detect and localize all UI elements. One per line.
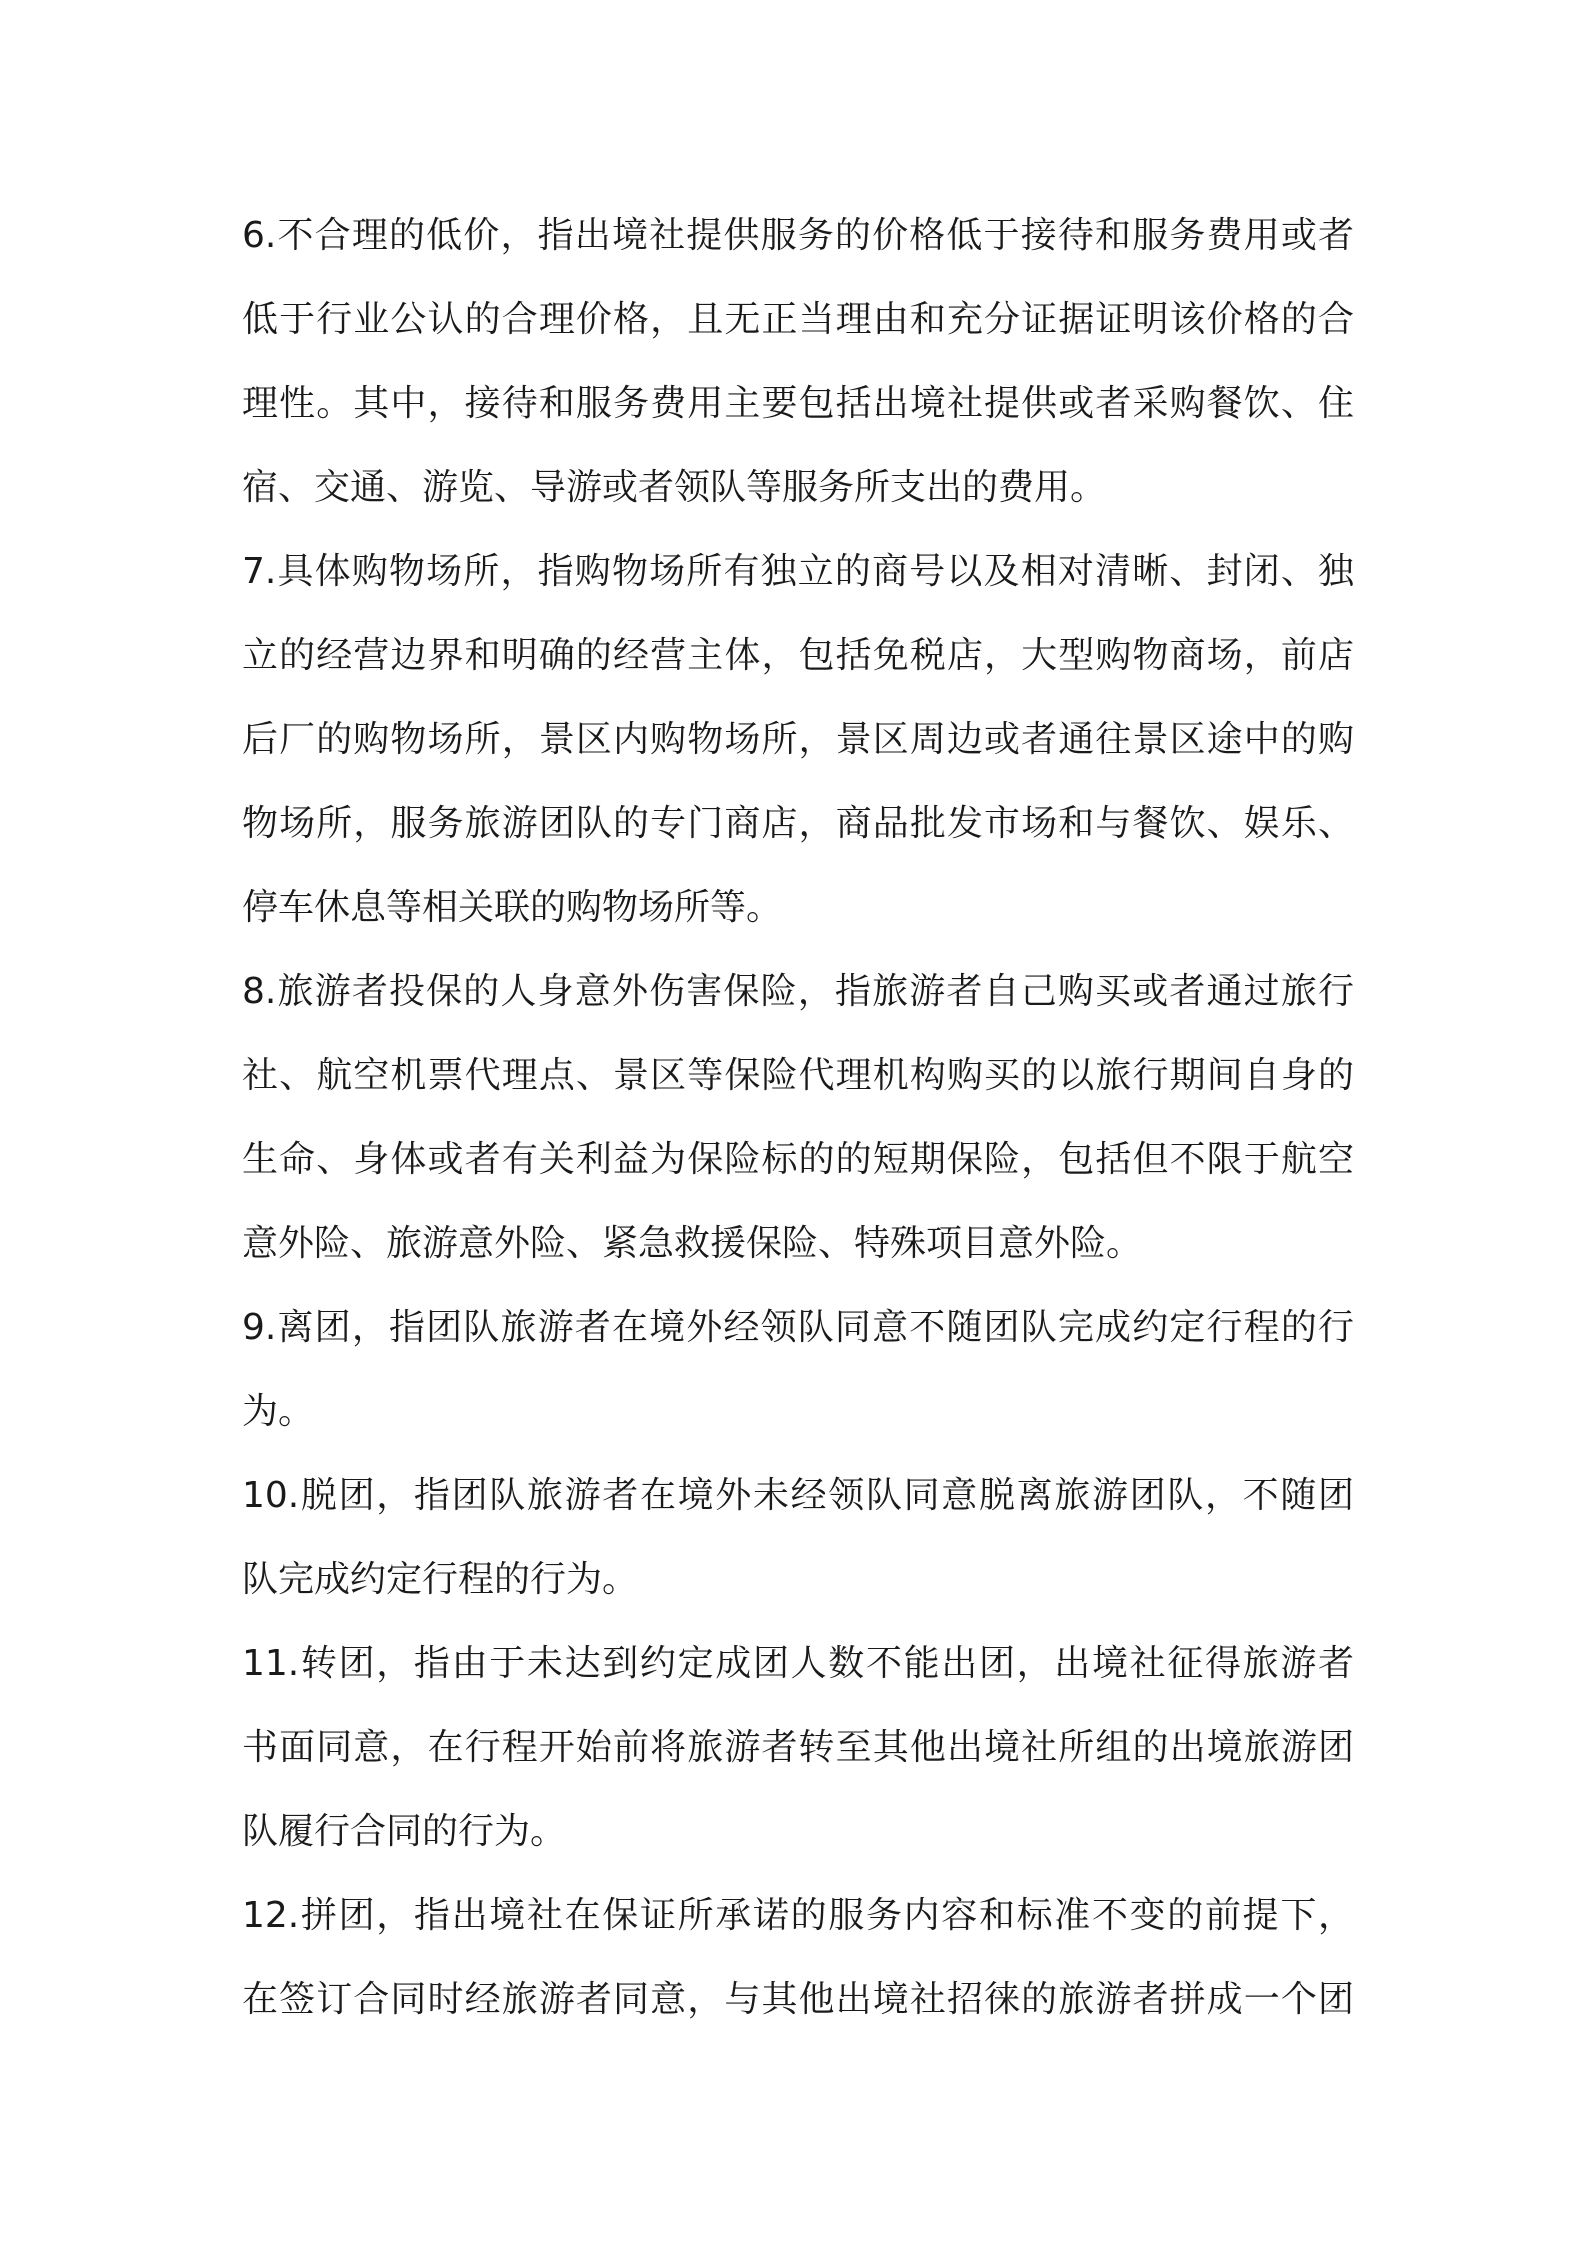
- text-line: 7.具体购物场所，指购物场所有独立的商号以及相对清晰、封闭、独: [242, 551, 1354, 592]
- text-line: 意外险、旅游意外险、紧急救援保险、特殊项目意外险。: [242, 1223, 1143, 1264]
- text-line: 立的经营边界和明确的经营主体，包括免税店，大型购物商场，前店: [242, 635, 1354, 676]
- text-line: 8.旅游者投保的人身意外伤害保险，指旅游者自己购买或者通过旅行: [242, 971, 1354, 1012]
- text-line: 理性。其中，接待和服务费用主要包括出境社提供或者采购餐饮、住: [242, 383, 1354, 424]
- text-line: 10.脱团，指团队旅游者在境外未经领队同意脱离旅游团队，不随团: [242, 1475, 1354, 1516]
- text-line: 物场所，服务旅游团队的专门商店，商品批发市场和与餐饮、娱乐、: [242, 803, 1354, 844]
- text-line: 书面同意，在行程开始前将旅游者转至其他出境社所组的出境旅游团: [242, 1727, 1354, 1768]
- text-line: 11.转团，指由于未达到约定成团人数不能出团，出境社征得旅游者: [242, 1643, 1354, 1684]
- text-line: 12.拼团，指出境社在保证所承诺的服务内容和标准不变的前提下，: [242, 1895, 1354, 1936]
- text-line: 低于行业公认的合理价格，且无正当理由和充分证据证明该价格的合: [242, 299, 1354, 340]
- text-line: 后厂的购物场所，景区内购物场所，景区周边或者通往景区途中的购: [242, 719, 1354, 760]
- text-line: 社、航空机票代理点、景区等保险代理机构购买的以旅行期间自身的: [242, 1055, 1354, 1096]
- text-line: 在签订合同时经旅游者同意，与其他出境社招徕的旅游者拼成一个团: [242, 1979, 1354, 2020]
- text-line: 停车休息等相关联的购物场所等。: [242, 887, 783, 928]
- text-line: 生命、身体或者有关利益为保险标的的短期保险，包括但不限于航空: [242, 1139, 1354, 1180]
- text-line: 9.离团，指团队旅游者在境外经领队同意不随团队完成约定行程的行: [242, 1307, 1354, 1348]
- text-line: 6.不合理的低价，指出境社提供服务的价格低于接待和服务费用或者: [242, 215, 1354, 256]
- document-body: [242, 194, 1354, 2042]
- text-line: 队完成约定行程的行为。: [242, 1559, 639, 1600]
- text-line: 队履行合同的行为。: [242, 1811, 567, 1852]
- text-line: 为。: [242, 1391, 315, 1432]
- text-line: 宿、交通、游览、导游或者领队等服务所支出的费用。: [242, 467, 1107, 508]
